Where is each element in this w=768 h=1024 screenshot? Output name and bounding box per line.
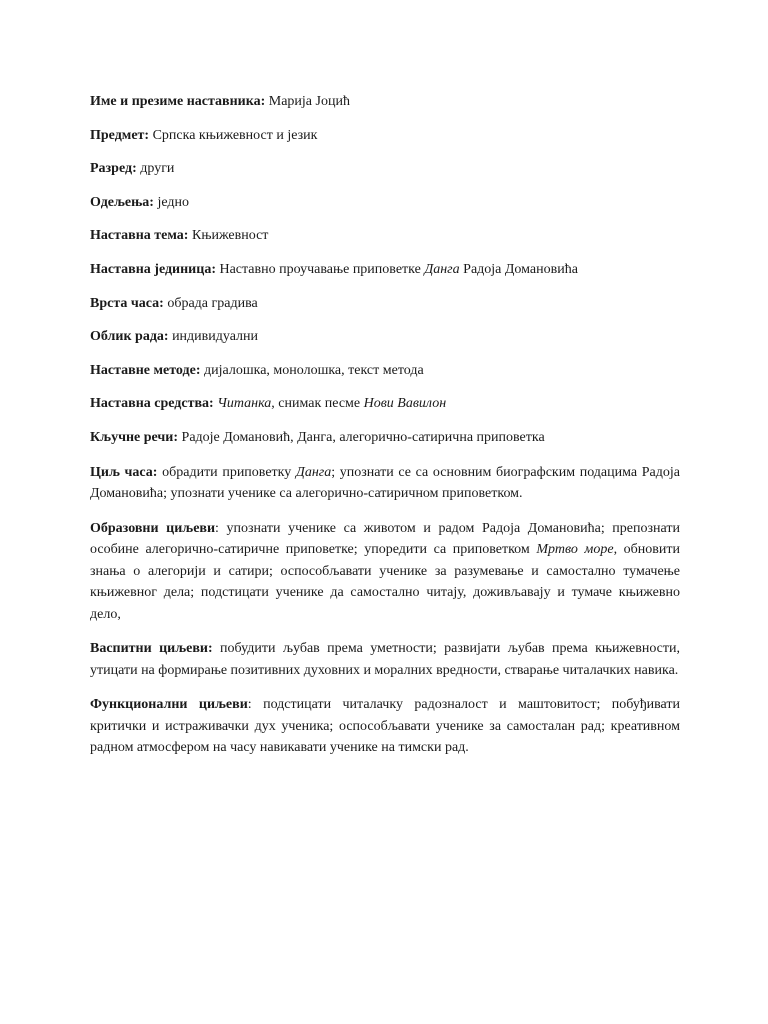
educational-goals-paragraph (90, 518, 680, 626)
educational-goals-italic: Мртво море (536, 542, 614, 558)
upbringing-goals-paragraph (90, 638, 680, 681)
goal-text: обрадити приповетку (157, 464, 296, 480)
goal-italic: Данга (295, 464, 332, 480)
field-value: , снимак песме (271, 396, 364, 412)
field-label: Разред: (90, 161, 137, 177)
goal-label: Циљ часа: (90, 464, 158, 480)
field-value: једно (153, 194, 189, 210)
field-value: други (136, 161, 175, 177)
educational-goals-label: Образовни циљеви (90, 520, 216, 536)
field-value-italic: Данга (424, 261, 460, 277)
field-resources (90, 394, 680, 414)
field-label: Кључне речи: (90, 429, 179, 445)
goal-text: ; упознати се са основним биографским подацима Радоја Домановића; упознати ученике са алегорично-сатиричном приповетком. (90, 464, 680, 502)
field-value: Књижевност (188, 228, 269, 244)
upbringing-goals-text: побудити љубав према уметности; развијати љубав према књижевности, утицати на формирање позитивних духовних и моралних вредности, стварање читалачких навика. (90, 641, 680, 678)
functional-goals-text: : подстицати читалачку радозналост и маштовитост; побуђивати критички и истраживачки дух ученика; оспособљавати ученике за самосталан рад; креативном радном атмосфером на часу навикавати ученике на тимски рад. (90, 697, 680, 756)
goal-paragraph (90, 462, 680, 505)
field-keywords (90, 428, 680, 448)
field-value: Марија Јоцић (265, 94, 350, 109)
field-label: Наставна јединица: (90, 261, 216, 277)
field-teacher (90, 92, 680, 112)
field-label: Врста часа: (90, 295, 164, 311)
educational-goals-text: : упознати ученике са животом и радом Радоја Домановића; препознати особине алегорично-сатиричне приповетке; упоредити са приповетком (90, 520, 680, 558)
field-grade (90, 159, 680, 179)
field-topic (90, 226, 680, 246)
educational-goals-text: , обновити знања о алегорији и сатири; оспособљавати ученике за разумевање и самостално тумачење књижевног дела; подстицати ученике да самостално читају, доживљавају и тумаче књижевно дело, (90, 542, 680, 622)
upbringing-goals-label: Васпитни циљеви: (90, 641, 213, 657)
field-label: Предмет: (90, 127, 150, 143)
field-value: индивидуални (168, 329, 259, 345)
field-label: Наставне методе: (90, 362, 201, 378)
field-subject (90, 126, 680, 146)
field-value-italic: Нови Вавилон (363, 396, 447, 412)
field-label: Облик рада: (90, 329, 169, 345)
field-label: Наставна тема: (90, 228, 189, 244)
field-value: обрада градива (163, 295, 258, 311)
functional-goals-paragraph (90, 694, 680, 759)
field-classes (90, 193, 680, 213)
field-lesson-type (90, 294, 680, 314)
field-value: Радоја Домановића (459, 261, 578, 277)
field-methods (90, 361, 680, 381)
functional-goals-label: Функционални циљеви (90, 697, 248, 713)
field-label: Одељења: (90, 194, 154, 210)
field-work-form (90, 327, 680, 347)
field-value: Наставно проучавање приповетке (215, 261, 425, 277)
field-value: Радоје Домановић, Данга, алегорично-сатирична приповетка (178, 429, 545, 445)
field-value: дијалошка, монолошка, текст метода (200, 362, 424, 378)
field-label: Наставна средства: (90, 396, 214, 412)
field-value: Српска књижевност и језик (149, 127, 318, 143)
field-value-italic: Читанка (217, 396, 272, 412)
field-label: Име и презиме наставника: (90, 94, 266, 109)
field-unit (90, 260, 680, 280)
